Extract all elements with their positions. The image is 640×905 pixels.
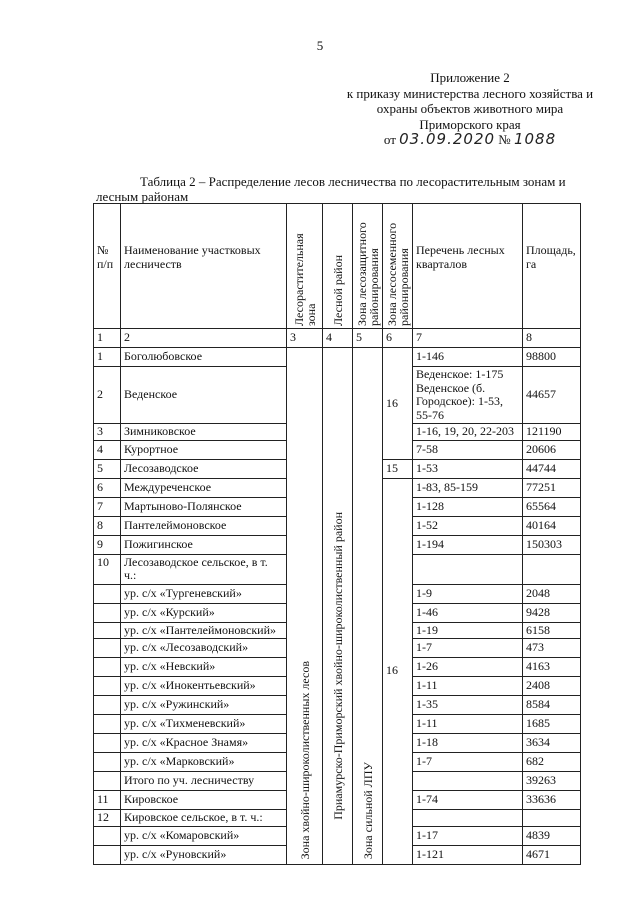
row-quarters: 1-128 (413, 497, 523, 516)
header-num: № п/п (94, 204, 121, 329)
row-number: 7 (94, 497, 121, 516)
row-area: 77251 (523, 478, 581, 497)
region-cell: Приамурско-Приморский хвойно-широколиственный район (323, 348, 353, 865)
row-number (94, 696, 121, 715)
row-number: 3 (94, 424, 121, 441)
row-number (94, 658, 121, 677)
row-name: Итого по уч. лесничеству (121, 772, 287, 791)
row-name: Пантелеймоновское (121, 516, 287, 535)
caption-line-2: лесным районам (96, 189, 189, 204)
row-area (523, 810, 581, 827)
row-area: 98800 (523, 348, 581, 367)
row-name: ур. с/х «Тургеневский» (121, 584, 287, 603)
row-number (94, 584, 121, 603)
row-area: 1685 (523, 715, 581, 734)
row-area: 40164 (523, 516, 581, 535)
row-quarters: 1-121 (413, 845, 523, 864)
col-number: 7 (413, 329, 523, 348)
col-number: 3 (287, 329, 323, 348)
row-name: ур. с/х «Невский» (121, 658, 287, 677)
col-number: 1 (94, 329, 121, 348)
row-quarters: 1-46 (413, 603, 523, 622)
table-row (94, 348, 581, 367)
column-number-row (94, 329, 581, 348)
appendix-line-1: Приложение 2 (430, 70, 510, 85)
header-quarters: Перечень лесных кварталов (413, 204, 523, 329)
row-area: 2048 (523, 584, 581, 603)
row-area: 3634 (523, 734, 581, 753)
row-area: 6158 (523, 622, 581, 639)
row-name: ур. с/х «Пантелеймоновский» (121, 622, 287, 639)
appendix-line-2: к приказу министерства лесного хозяйства и (346, 85, 594, 101)
row-area: 33636 (523, 791, 581, 810)
header-name: Наименование участковых лесничеств (121, 204, 287, 329)
row-quarters: 1-74 (413, 791, 523, 810)
row-number (94, 639, 121, 658)
row-name: Мартыново-Полянское (121, 497, 287, 516)
row-number (94, 715, 121, 734)
row-area: 682 (523, 753, 581, 772)
row-quarters: 1-16, 19, 20, 22-203 (413, 424, 523, 441)
row-name: ур. с/х «Комаровский» (121, 826, 287, 845)
row-quarters: 1-11 (413, 715, 523, 734)
row-quarters: 1-35 (413, 696, 523, 715)
row-quarters: Веденское: 1-175 Веденское (б. Городское): 1-53, 55-76 (413, 367, 523, 424)
row-number (94, 845, 121, 864)
row-number: 11 (94, 791, 121, 810)
col-number: 4 (323, 329, 353, 348)
row-number: 12 (94, 810, 121, 827)
row-name: ур. с/х «Курский» (121, 603, 287, 622)
row-quarters: 1-194 (413, 535, 523, 554)
row-area: 44657 (523, 367, 581, 424)
row-number: 5 (94, 459, 121, 478)
handwritten-date: 03.09.2020 (399, 130, 496, 148)
row-name: Лесозаводское (121, 459, 287, 478)
row-quarters: 1-26 (413, 658, 523, 677)
row-name: ур. с/х «Ружинский» (121, 696, 287, 715)
appendix-line-5 (340, 132, 600, 148)
row-area: 4839 (523, 826, 581, 845)
row-quarters: 7-58 (413, 440, 523, 459)
seed-zone-cell: 16 (383, 348, 413, 460)
row-area: 39263 (523, 772, 581, 791)
row-area (523, 554, 581, 584)
row-name: ур. с/х «Марковский» (121, 753, 287, 772)
row-area: 4163 (523, 658, 581, 677)
row-number (94, 603, 121, 622)
header-row (94, 204, 581, 329)
col-number: 6 (383, 329, 413, 348)
row-quarters: 1-17 (413, 826, 523, 845)
appendix-line-4: Приморского края (419, 116, 521, 132)
row-number (94, 734, 121, 753)
page-number: 5 (316, 38, 324, 53)
row-name: ур. с/х «Руновский» (121, 845, 287, 864)
row-name: Кировское сельское, в т. ч.: (121, 810, 287, 827)
header-seed: Зона лесосеменного районирования (383, 204, 413, 329)
seed-zone-cell: 16 (383, 478, 413, 864)
row-name: Веденское (121, 367, 287, 424)
row-number (94, 826, 121, 845)
table-caption (96, 174, 596, 204)
row-quarters: 1-146 (413, 348, 523, 367)
row-name: ур. с/х «Красное Знамя» (121, 734, 287, 753)
row-quarters: 1-9 (413, 584, 523, 603)
row-area: 65564 (523, 497, 581, 516)
header-area: Площадь, га (523, 204, 581, 329)
row-quarters: 1-19 (413, 622, 523, 639)
handwritten-number: 1088 (513, 130, 557, 148)
row-number: 10 (94, 554, 121, 584)
zone-cell: Зона хвойно-широколиственных лесов (287, 348, 323, 865)
appendix-block (340, 70, 600, 148)
row-name: Междуреченское (121, 478, 287, 497)
protect-cell: Зона сильной ЛПУ (353, 348, 383, 865)
row-number (94, 622, 121, 639)
row-quarters: 1-52 (413, 516, 523, 535)
row-name: ур. с/х «Тихменевский» (121, 715, 287, 734)
row-name: Зимниковское (121, 424, 287, 441)
row-quarters: 1-7 (413, 753, 523, 772)
row-area: 4671 (523, 845, 581, 864)
header-protect: Зона лесозащитного районирования (353, 204, 383, 329)
row-number: 9 (94, 535, 121, 554)
row-number (94, 677, 121, 696)
row-number: 1 (94, 348, 121, 367)
row-quarters: 1-83, 85-159 (413, 478, 523, 497)
row-name: Лесозаводское сельское, в т. ч.: (121, 554, 287, 584)
row-number (94, 772, 121, 791)
row-area: 2408 (523, 677, 581, 696)
row-quarters: 1-18 (413, 734, 523, 753)
row-name: ур. с/х «Лесозаводский» (121, 639, 287, 658)
row-quarters (413, 810, 523, 827)
row-area: 20606 (523, 440, 581, 459)
row-name: Пожигинское (121, 535, 287, 554)
forest-distribution-table (93, 203, 581, 865)
row-name: Боголюбовское (121, 348, 287, 367)
row-quarters (413, 554, 523, 584)
col-number: 8 (523, 329, 581, 348)
seed-zone-cell: 15 (383, 459, 413, 478)
row-name: Кировское (121, 791, 287, 810)
col-number: 5 (353, 329, 383, 348)
row-area: 150303 (523, 535, 581, 554)
date-prefix: от (383, 132, 396, 147)
row-quarters: 1-11 (413, 677, 523, 696)
caption-line-1: Таблица 2 – Распределение лесов лесничества по лесорастительным зонам и (140, 174, 566, 189)
row-number: 4 (94, 440, 121, 459)
row-name: ур. с/х «Инокентьевский» (121, 677, 287, 696)
row-area: 44744 (523, 459, 581, 478)
col-number: 2 (121, 329, 287, 348)
row-number (94, 753, 121, 772)
row-quarters (413, 772, 523, 791)
header-zone: Лесорастительная зона (287, 204, 323, 329)
row-number: 8 (94, 516, 121, 535)
row-area: 8584 (523, 696, 581, 715)
row-area: 473 (523, 639, 581, 658)
number-sign: № (498, 132, 511, 147)
row-area: 9428 (523, 603, 581, 622)
row-quarters: 1-53 (413, 459, 523, 478)
row-number: 6 (94, 478, 121, 497)
header-region: Лесной район (323, 204, 353, 329)
row-number: 2 (94, 367, 121, 424)
row-area: 121190 (523, 424, 581, 441)
appendix-line-3: охраны объектов животного мира (376, 101, 564, 116)
row-quarters: 1-7 (413, 639, 523, 658)
row-name: Курортное (121, 440, 287, 459)
